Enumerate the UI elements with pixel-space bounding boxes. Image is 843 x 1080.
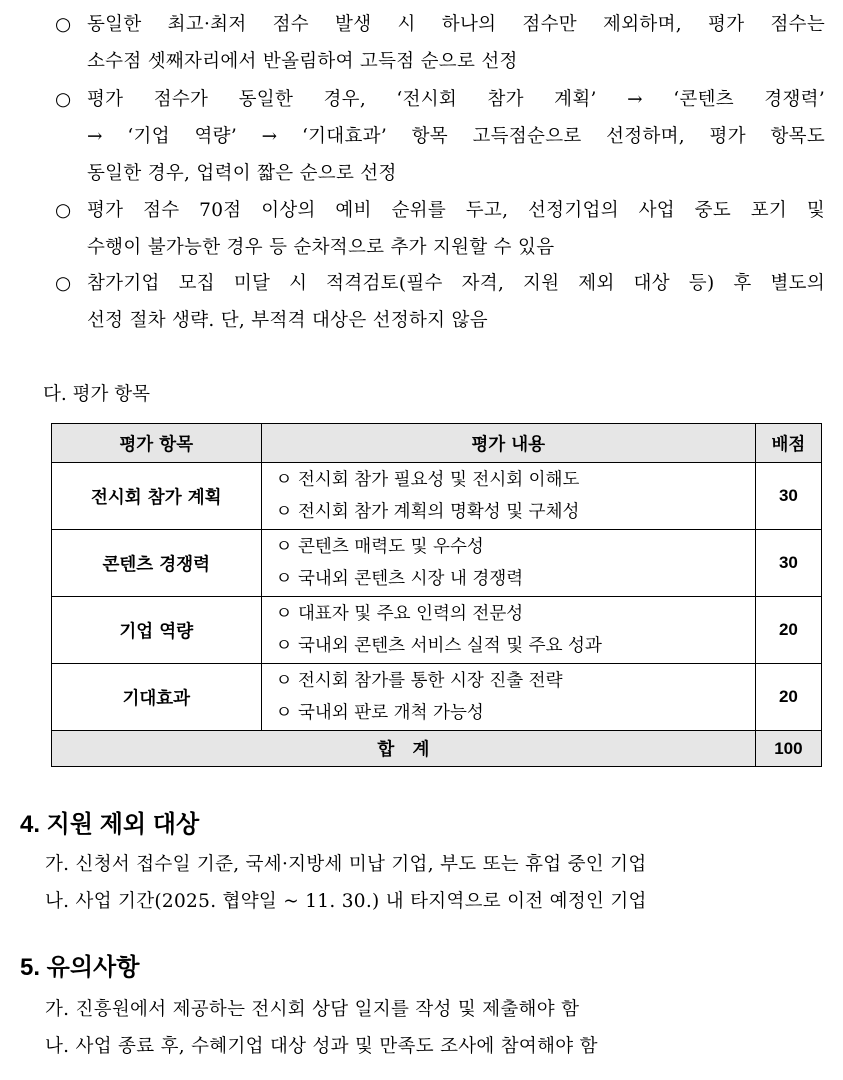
- evaluation-item: 콘텐츠 경쟁력: [52, 530, 262, 597]
- content-line: ㅇ 콘텐츠 매력도 및 우수성: [275, 537, 484, 557]
- content-line: ㅇ 전시회 참가 계획의 명확성 및 구체성: [275, 502, 580, 522]
- evaluation-item: 기대효과: [52, 664, 262, 731]
- evaluation-content: [261, 597, 755, 664]
- evaluation-score: 20: [755, 597, 821, 664]
- table-row: [52, 463, 822, 530]
- section-4-title: 4. 지원 제외 대상: [20, 811, 200, 838]
- rule-text-line: 소수점 셋째자리에서 반올림하여 고득점 순으로 선정: [87, 51, 518, 72]
- content-line: ㅇ 대표자 및 주요 인력의 전문성: [275, 604, 524, 624]
- evaluation-item: 기업 역량: [52, 597, 262, 664]
- circle-bullet-icon: ○: [55, 89, 72, 110]
- selection-rule-4: [55, 265, 825, 339]
- rule-text-line: → ‘기업 역량’ → ‘기대효과’ 항목 고득점순으로 선정하며, 평가 항목도: [87, 126, 825, 147]
- evaluation-content: [261, 463, 755, 530]
- content-line: ㅇ 국내외 콘텐츠 서비스 실적 및 주요 성과: [275, 636, 602, 656]
- rule-text-line: 선정 절차 생략. 단, 부적격 대상은 선정하지 않음: [87, 310, 488, 331]
- section-5-item: 가. 진흥원에서 제공하는 전시회 상담 일지를 작성 및 제출해야 함: [45, 999, 580, 1020]
- evaluation-table: [51, 423, 822, 767]
- content-line: ㅇ 전시회 참가 필요성 및 전시회 이해도: [275, 470, 580, 490]
- section-5-title: 5. 유의사항: [20, 954, 140, 981]
- rule-text-line: 평가 점수가 동일한 경우, ‘전시회 참가 계획’ → ‘콘텐츠 경쟁력’: [87, 89, 825, 110]
- evaluation-content: [261, 530, 755, 597]
- evaluation-item: 전시회 참가 계획: [52, 463, 262, 530]
- total-score: 100: [755, 731, 821, 767]
- circle-bullet-icon: ○: [55, 273, 72, 294]
- selection-rule-1: [55, 6, 825, 80]
- circle-bullet-icon: ○: [55, 200, 72, 221]
- table-row: [52, 597, 822, 664]
- rule-text-line: 평가 점수 70점 이상의 예비 순위를 두고, 선정기업의 사업 중도 포기 및: [87, 200, 825, 221]
- evaluation-score: 20: [755, 664, 821, 731]
- total-row: [52, 731, 822, 767]
- evaluation-content: [261, 664, 755, 731]
- section-5-item: 나. 사업 종료 후, 수혜기업 대상 성과 및 만족도 조사에 참여해야 함: [45, 1036, 598, 1057]
- rule-text-line: 동일한 경우, 업력이 짧은 순으로 선정: [87, 163, 397, 184]
- evaluation-score: 30: [755, 463, 821, 530]
- rule-text-line: 동일한 최고·최저 점수 발생 시 하나의 점수만 제외하며, 평가 점수는: [87, 14, 825, 35]
- selection-rule-3: [55, 192, 825, 266]
- content-line: ㅇ 전시회 참가를 통한 시장 진출 전략: [275, 671, 563, 691]
- total-label: 합 계: [52, 731, 756, 767]
- evaluation-heading: 다. 평가 항목: [43, 384, 150, 405]
- table-header-row: [52, 424, 822, 463]
- content-line: ㅇ 국내외 콘텐츠 시장 내 경쟁력: [275, 569, 524, 589]
- section-4-item: 가. 신청서 접수일 기준, 국세·지방세 미납 기업, 부도 또는 휴업 중인 기업: [45, 854, 647, 875]
- table-row: [52, 664, 822, 731]
- rule-text-line: 참가기업 모집 미달 시 적격검토(필수 자격, 지원 제외 대상 등) 후 별도의: [87, 273, 825, 294]
- column-header-item: 평가 항목: [52, 424, 262, 463]
- column-header-score: 배점: [755, 424, 821, 463]
- column-header-content: 평가 내용: [261, 424, 755, 463]
- circle-bullet-icon: ○: [55, 14, 72, 35]
- section-4-item: 나. 사업 기간(2025. 협약일 ~ 11. 30.) 내 타지역으로 이전 예정인 기업: [45, 891, 647, 912]
- selection-rule-2: [55, 81, 825, 192]
- content-line: ㅇ 국내외 판로 개척 가능성: [275, 703, 484, 723]
- table-row: [52, 530, 822, 597]
- rule-text-line: 수행이 불가능한 경우 등 순차적으로 추가 지원할 수 있음: [87, 237, 555, 258]
- evaluation-score: 30: [755, 530, 821, 597]
